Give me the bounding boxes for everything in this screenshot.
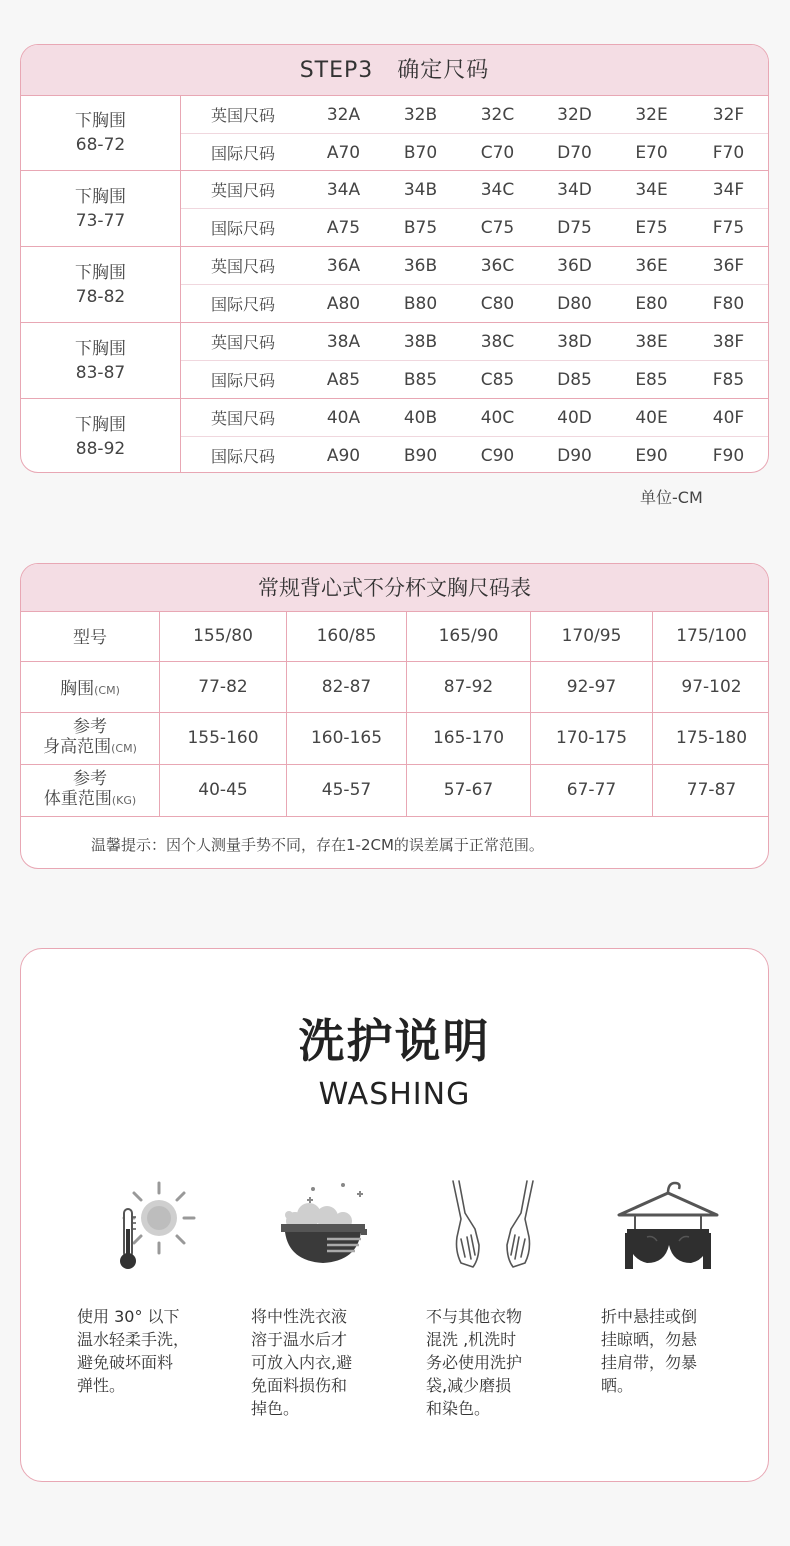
table-row — [21, 661, 769, 712]
intl-size-label: 国际尺码 — [210, 144, 275, 163]
size-cell: 38C — [480, 331, 515, 352]
size-group — [21, 171, 769, 247]
size-cell: D70 — [557, 142, 592, 163]
size-cell: B70 — [403, 142, 438, 163]
row-label-text: 胸围 — [60, 679, 95, 699]
table-cell: 87-92 — [407, 661, 531, 712]
size-cell: C75 — [480, 217, 515, 238]
row-label-unit: (CM) — [94, 684, 120, 697]
size-cell: 40E — [635, 407, 668, 428]
care-line: 避免破坏面料 — [77, 1353, 174, 1372]
care-text-hand-wash — [77, 1305, 217, 1397]
size-cell: 36A — [326, 255, 361, 276]
size-cell: E85 — [635, 369, 668, 390]
row-label-unit: (KG) — [111, 794, 137, 807]
table-cell: 160-165 — [287, 712, 407, 764]
size-cell: E75 — [635, 217, 668, 238]
size-cell: D75 — [557, 217, 592, 238]
intl-size-label: 国际尺码 — [210, 447, 275, 466]
under-bust-range: 88-92 — [75, 439, 126, 459]
size-cell: 36C — [480, 255, 515, 276]
care-line: 晒。 — [601, 1376, 634, 1395]
intl-size-label: 国际尺码 — [210, 295, 275, 314]
size-cell: 36E — [635, 255, 668, 276]
table-cell: 175/100 — [653, 611, 770, 661]
care-line: 和染色。 — [426, 1399, 491, 1418]
under-bust-label — [21, 247, 181, 322]
table-cell: 160/85 — [287, 611, 407, 661]
vest-size-panel — [20, 563, 769, 869]
table-cell: 92-97 — [531, 661, 653, 712]
size-cell: F80 — [712, 293, 745, 314]
under-bust-title: 下胸围 — [75, 415, 126, 435]
row-label — [21, 712, 160, 764]
size-cell: 32B — [403, 104, 438, 125]
row-label-text: 型号 — [73, 628, 107, 649]
table-cell: 67-77 — [531, 764, 653, 816]
care-line: 弹性。 — [77, 1376, 126, 1395]
size-cell: 32E — [635, 104, 668, 125]
size-cell: E90 — [635, 445, 668, 466]
under-bust-label — [21, 323, 181, 398]
row-label — [21, 611, 160, 661]
table-cell: 40-45 — [160, 764, 287, 816]
size-group — [21, 96, 769, 171]
row-label-text: 体重范围 — [43, 789, 112, 809]
size-cell: F75 — [712, 217, 745, 238]
intl-size-row — [181, 134, 769, 171]
size-cell: D90 — [557, 445, 592, 466]
row-label — [21, 764, 160, 816]
under-bust-label — [21, 171, 181, 246]
care-line: 不与其他衣物 — [426, 1307, 523, 1326]
care-text-detergent — [251, 1305, 391, 1420]
size-cell: 40C — [480, 407, 515, 428]
size-cell: 40D — [557, 407, 592, 428]
size-cell: 38B — [403, 331, 438, 352]
care-line: 务必使用洗护 — [426, 1353, 523, 1372]
sun-thermometer-icon — [99, 1179, 209, 1279]
table-cell: 77-87 — [653, 764, 770, 816]
intl-size-label: 国际尺码 — [210, 371, 275, 390]
table-cell: 155-160 — [160, 712, 287, 764]
size-table-panel — [20, 44, 769, 473]
under-bust-title: 下胸围 — [75, 186, 126, 207]
under-bust-label — [21, 96, 181, 170]
size-cell: 38D — [557, 331, 592, 352]
washing-panel — [20, 948, 769, 1482]
table-cell: 170/95 — [531, 611, 653, 661]
under-bust-range: 68-72 — [75, 135, 126, 155]
size-cell: 36B — [403, 255, 438, 276]
size-cell: E70 — [635, 142, 668, 163]
care-line: 掉色。 — [251, 1399, 300, 1418]
under-bust-title: 下胸围 — [75, 338, 126, 359]
size-cell: 34D — [557, 179, 592, 200]
uk-size-row — [181, 96, 769, 134]
table-cell: 97-102 — [653, 661, 770, 712]
size-cell: 32C — [480, 104, 515, 125]
size-cell: F85 — [712, 369, 745, 390]
size-cell: C85 — [480, 369, 515, 390]
care-line: 可放入内衣,避 — [251, 1353, 353, 1372]
uk-size-row — [181, 247, 769, 285]
under-bust-label — [21, 399, 181, 473]
size-cell: 40A — [326, 407, 361, 428]
size-cell: 38E — [635, 331, 668, 352]
table-cell: 165/90 — [407, 611, 531, 661]
under-bust-range: 83-87 — [75, 362, 126, 383]
table-row — [21, 764, 769, 816]
bra-hanger-icon — [613, 1179, 723, 1279]
care-line: 折中悬挂或倒 — [601, 1307, 698, 1326]
size-cell: A75 — [326, 217, 361, 238]
size-cell: A85 — [326, 369, 361, 390]
table-cell: 155/80 — [160, 611, 287, 661]
uk-size-row — [181, 323, 769, 361]
table-cell: 82-87 — [287, 661, 407, 712]
under-bust-title: 下胸围 — [75, 262, 126, 283]
size-group — [21, 323, 769, 399]
uk-size-row — [181, 399, 769, 437]
size-cell: D80 — [557, 293, 592, 314]
care-line: 混洗 ,机洗时 — [426, 1330, 517, 1349]
intl-size-row — [181, 209, 769, 246]
size-cell: B85 — [403, 369, 438, 390]
uk-size-label: 英国尺码 — [210, 106, 275, 125]
care-line: 挂肩带，勿暴 — [601, 1353, 698, 1372]
size-table-title: STEP3 确定尺码 — [21, 45, 768, 96]
care-line: 袋,减少磨损 — [426, 1376, 512, 1395]
table-cell: 165-170 — [407, 712, 531, 764]
table-row — [21, 712, 769, 764]
vest-table-title: 常规背心式不分杯文胸尺码表 — [21, 564, 768, 612]
size-cell: A80 — [326, 293, 361, 314]
intl-size-label: 国际尺码 — [210, 219, 275, 238]
row-label-line1: 参考 — [73, 717, 107, 737]
size-cell: F70 — [712, 142, 745, 163]
table-row — [21, 611, 769, 661]
size-cell: C80 — [480, 293, 515, 314]
wash-basin-icon — [265, 1179, 375, 1279]
table-cell: 77-82 — [160, 661, 287, 712]
under-bust-range: 78-82 — [75, 286, 126, 307]
intl-size-row — [181, 437, 769, 473]
size-cell: 38F — [712, 331, 745, 352]
row-label-line1: 参考 — [73, 769, 107, 789]
size-cell: B80 — [403, 293, 438, 314]
size-cell: 34A — [326, 179, 361, 200]
care-line: 温水轻柔手洗， — [77, 1330, 190, 1349]
care-line: 免面料损伤和 — [251, 1376, 348, 1395]
uk-size-label: 英国尺码 — [210, 181, 275, 200]
size-cell: 32A — [326, 104, 361, 125]
unit-note: 单位-CM — [640, 488, 703, 507]
measurement-tip: 温馨提示：因个人测量手势不同，存在1-2CM的误差属于正常范围。 — [91, 836, 544, 854]
row-label — [21, 661, 160, 712]
hands-icon — [439, 1179, 549, 1279]
row-label-text: 身高范围 — [43, 737, 112, 757]
size-cell: 40B — [403, 407, 438, 428]
table-cell: 170-175 — [531, 712, 653, 764]
uk-size-row — [181, 171, 769, 209]
size-cell: B90 — [403, 445, 438, 466]
table-cell: 57-67 — [407, 764, 531, 816]
intl-size-row — [181, 361, 769, 398]
size-cell: 34B — [403, 179, 438, 200]
size-cell: 34F — [712, 179, 745, 200]
under-bust-title: 下胸围 — [75, 111, 126, 131]
size-cell: 36D — [557, 255, 592, 276]
size-group — [21, 399, 769, 473]
size-cell: A90 — [326, 445, 361, 466]
table-cell: 45-57 — [287, 764, 407, 816]
care-line: 使用 30° 以下 — [77, 1307, 180, 1326]
care-line: 挂晾晒，勿悬 — [601, 1330, 698, 1349]
care-line: 溶于温水后才 — [251, 1330, 348, 1349]
size-group — [21, 247, 769, 323]
size-cell: 40F — [712, 407, 745, 428]
under-bust-range: 73-77 — [75, 210, 126, 231]
size-cell: D85 — [557, 369, 592, 390]
size-cell: 38A — [326, 331, 361, 352]
care-text-hang-dry — [601, 1305, 741, 1397]
size-cell: 32D — [557, 104, 592, 125]
size-cell: E80 — [635, 293, 668, 314]
size-cell: 36F — [712, 255, 745, 276]
size-cell: C70 — [480, 142, 515, 163]
row-label-unit: (CM) — [111, 742, 137, 755]
size-cell: F90 — [712, 445, 745, 466]
size-cell: 32F — [712, 104, 745, 125]
uk-size-label: 英国尺码 — [210, 257, 275, 276]
washing-subtitle: WASHING — [318, 1077, 471, 1112]
size-cell: 34E — [635, 179, 668, 200]
table-cell: 175-180 — [653, 712, 770, 764]
care-line: 将中性洗衣液 — [251, 1307, 348, 1326]
care-text-separate-wash — [426, 1305, 566, 1420]
size-cell: C90 — [480, 445, 515, 466]
size-cell: A70 — [326, 142, 361, 163]
intl-size-row — [181, 285, 769, 322]
size-cell: 34C — [480, 179, 515, 200]
size-cell: B75 — [403, 217, 438, 238]
uk-size-label: 英国尺码 — [210, 333, 275, 352]
uk-size-label: 英国尺码 — [210, 409, 275, 428]
washing-title: 洗护说明 — [298, 1014, 491, 1068]
vest-size-table — [21, 611, 769, 817]
